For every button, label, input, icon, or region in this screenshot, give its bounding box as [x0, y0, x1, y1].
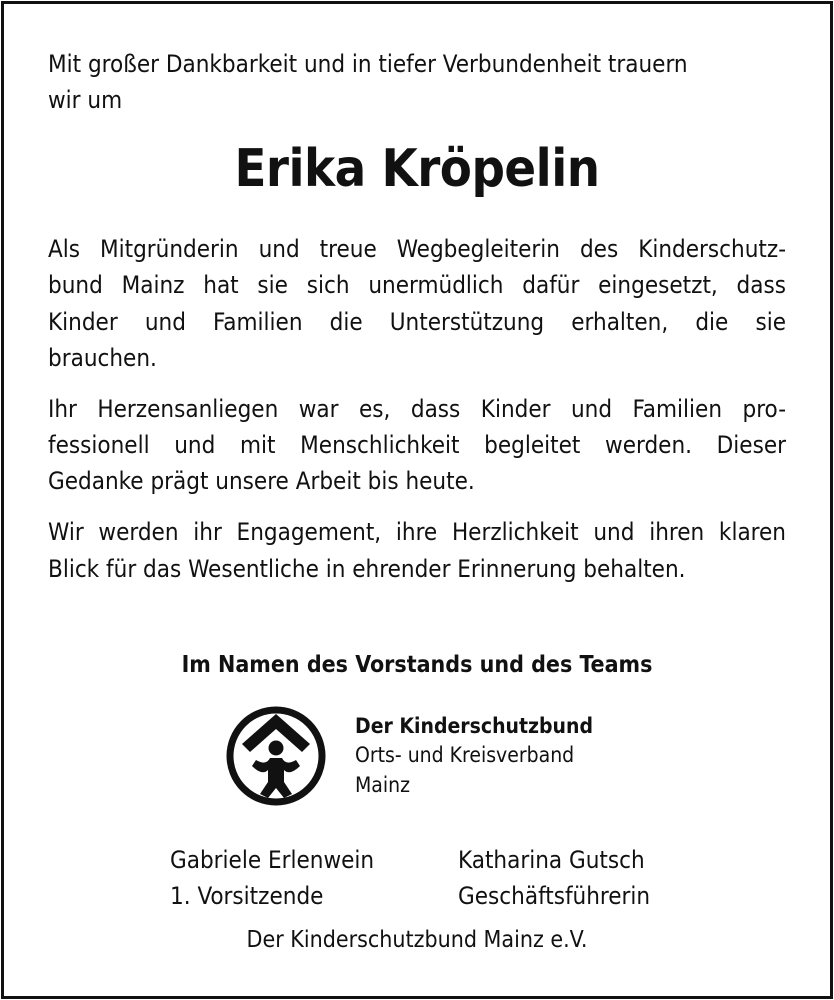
paragraph-2-line-3: Gedanke prägt unsere Arbeit bis heute.: [48, 467, 475, 495]
intro-line-2: wir um: [48, 86, 123, 114]
org-name: Der Kinderschutzbund: [355, 714, 593, 738]
paragraph-1-line-4: brauchen.: [48, 344, 157, 372]
paragraph-1-line-3: Kinder und Familien die Unterstützung erhalten, die sie: [48, 308, 786, 336]
paragraph-2-line-2: fessionell und mit Menschlichkeit begleitet werden. Dieser: [48, 431, 786, 459]
paragraph-2-line-1: Ihr Herzensanliegen war es, dass Kinder und Familien pro-: [48, 395, 786, 423]
signatory-2-name: Katharina Gutsch: [458, 846, 645, 874]
paragraph-1-line-2: bund Mainz hat sie sich unermüdlich dafür eingesetzt, dass: [48, 271, 786, 299]
intro-line-1: Mit großer Dankbarkeit und in tiefer Verbundenheit trauern: [48, 50, 688, 78]
signatory-1-role: 1. Vorsitzende: [170, 882, 324, 910]
paragraph-3-line-2: Blick für das Wesentliche in ehrender Erinnerung behalten.: [48, 555, 686, 583]
footer-org: Der Kinderschutzbund Mainz e.V.: [246, 927, 588, 953]
signatory-2-role: Geschäftsführerin: [458, 882, 651, 910]
kinderschutzbund-logo-icon: [224, 704, 328, 808]
org-city: Mainz: [355, 773, 411, 797]
signatory-1-name: Gabriele Erlenwein: [170, 846, 375, 874]
paragraph-1-line-1: Als Mitgründerin und treue Wegbegleiterin des Kinderschutz-: [48, 235, 786, 263]
signoff-heading: Im Namen des Vorstands und des Teams: [181, 652, 653, 678]
paragraph-3-line-1: Wir werden ihr Engagement, ihre Herzlichkeit und ihren klaren: [48, 518, 786, 546]
org-branch: Orts- und Kreisverband: [355, 743, 575, 767]
deceased-name: Erika Kröpelin: [234, 139, 600, 199]
